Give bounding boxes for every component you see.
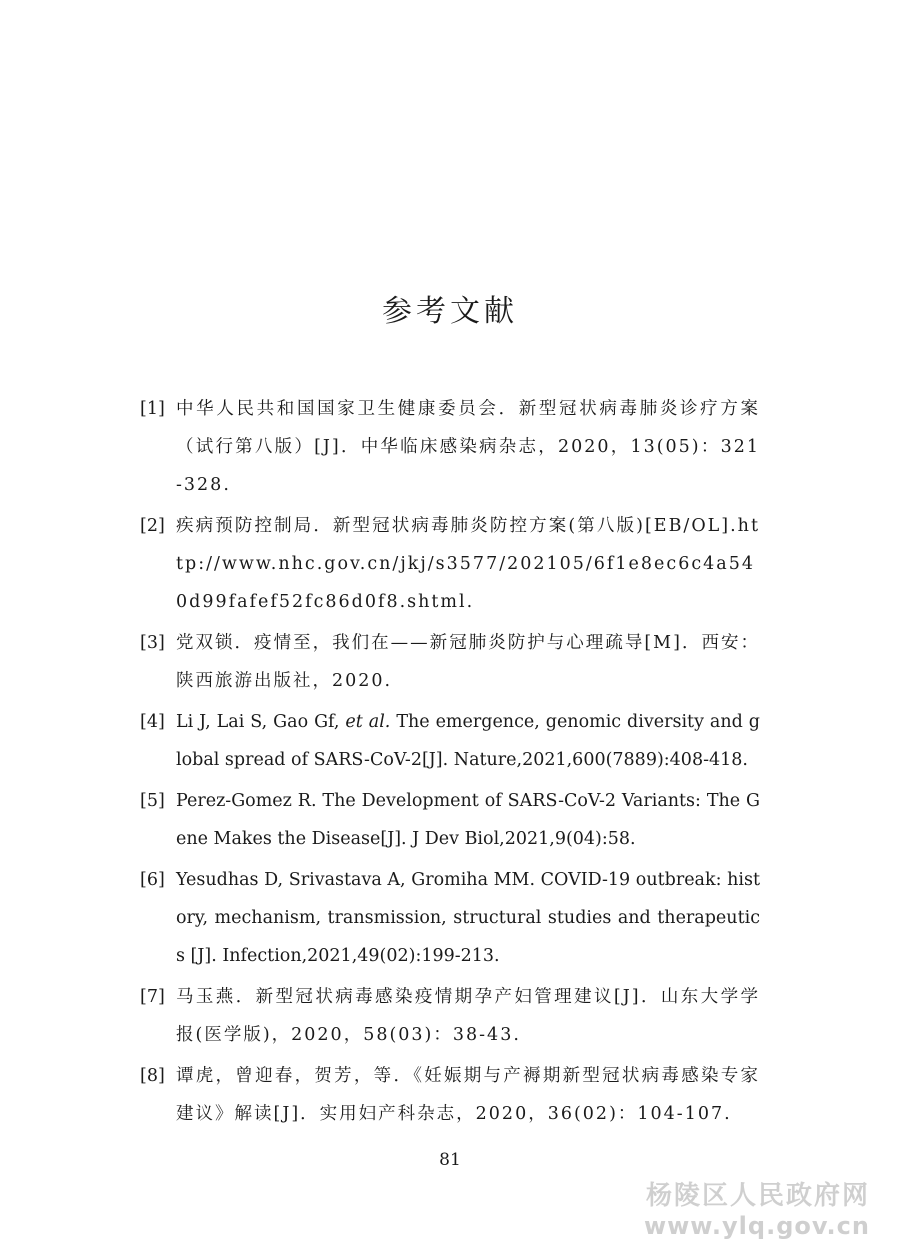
reference-number: [7] (140, 987, 165, 1007)
reference-text (176, 861, 760, 975)
watermark (644, 1175, 870, 1240)
page-number: 81 (439, 1150, 461, 1170)
reference-item (140, 1057, 760, 1133)
reference-text-segment: 马玉燕．新型冠状病毒感染疫情期孕产妇管理建议[J]．山东大学学报(医学版)，2020，58(03)：38-43. (176, 987, 760, 1045)
reference-text (176, 507, 760, 621)
reference-text (176, 782, 760, 858)
reference-number: [4] (140, 712, 165, 732)
reference-number: [1] (140, 399, 165, 419)
reference-text (176, 978, 760, 1054)
reference-item (140, 703, 760, 779)
reference-text-segment: Yesudhas D, Srivastava A, Gromiha MM. COVID-19 outbreak: history, mechanism, transmission, structural studies and therapeutics [J]. Infection,2021,49(02):199-213. (176, 870, 760, 966)
reference-text-segment: Perez-Gomez R. The Development of SARS-CoV-2 Variants: The Gene Makes the Disease[J]. J Dev Biol,2021,9(04):58. (176, 791, 760, 849)
reference-list (140, 390, 760, 1136)
reference-number: [2] (140, 516, 165, 536)
page-title: 参考文献 (382, 294, 518, 330)
reference-item (140, 507, 760, 621)
reference-item (140, 861, 760, 975)
reference-text-italic: et al. (345, 712, 391, 732)
reference-item (140, 624, 760, 700)
reference-number: [3] (140, 633, 165, 653)
watermark-site-name: 杨陵区人民政府网 (645, 1181, 870, 1211)
reference-item (140, 390, 760, 504)
reference-text-segment: 党双锁．疫情至，我们在——新冠肺炎防护与心理疏导[M]．西安：陕西旅游出版社，2020. (176, 633, 760, 691)
reference-number: [5] (140, 791, 165, 811)
reference-text-segment: The emergence, genomic diversity and global spread of SARS-CoV-2[J]. Nature,2021,600(7889):408-418. (176, 712, 760, 770)
reference-text (176, 390, 760, 504)
reference-text-segment: Li J, Lai S, Gao Gf, (176, 712, 346, 732)
reference-item (140, 782, 760, 858)
reference-text-segment: 谭虎，曾迎春，贺芳，等．《妊娠期与产褥期新型冠状病毒感染专家建议》解读[J]．实用妇产科杂志，2020，36(02)：104-107. (176, 1066, 760, 1124)
reference-text (176, 1057, 760, 1133)
reference-text (176, 624, 760, 700)
reference-text-segment: 疾病预防控制局．新型冠状病毒肺炎防控方案(第八版)[EB/OL].http://www.nhc.gov.cn/jkj/s3577/202105/6f1e8ec6c4a540d99fafef52fc86d0f8.shtml. (176, 516, 760, 612)
reference-item (140, 978, 760, 1054)
watermark-url: www.ylq.gov.cn (643, 1212, 870, 1240)
reference-text-segment: 中华人民共和国国家卫生健康委员会．新型冠状病毒肺炎诊疗方案（试行第八版）[J]．中华临床感染病杂志，2020，13(05)：321-328. (176, 399, 760, 495)
reference-number: [6] (140, 870, 165, 890)
reference-number: [8] (140, 1066, 165, 1086)
reference-text (176, 703, 760, 779)
